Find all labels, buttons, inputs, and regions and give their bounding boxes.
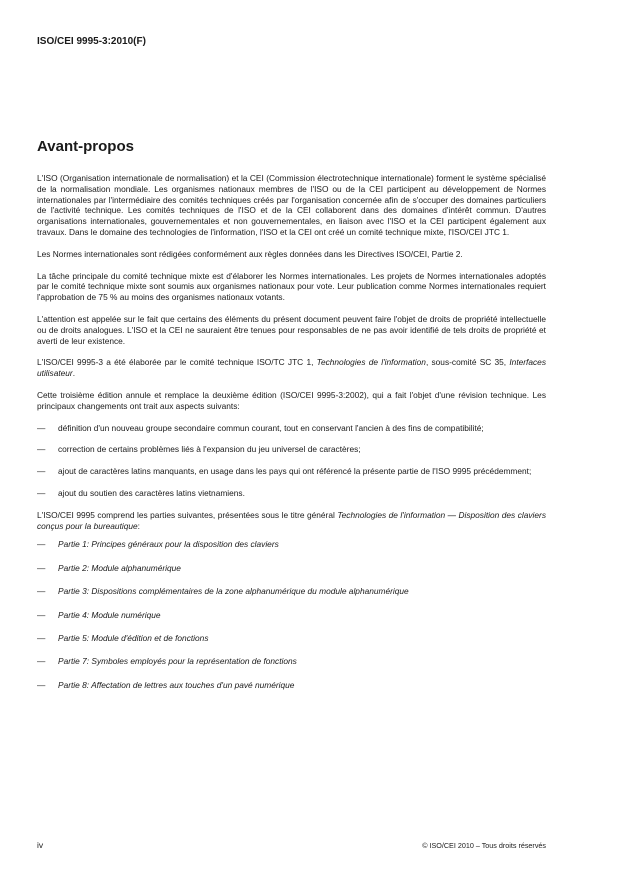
part-title: Partie 7: Symboles employés pour la représentation de fonctions: [58, 656, 297, 667]
dash-bullet: —: [37, 656, 46, 667]
dash-bullet: —: [37, 539, 46, 550]
text: .: [72, 368, 76, 379]
list-item: [37, 539, 546, 550]
list-item: [37, 656, 546, 667]
text: :: [137, 520, 140, 531]
list-item: [37, 488, 546, 499]
dash-bullet: —: [37, 632, 46, 643]
text: L'ISO/CEI 9995-3 a été élaborée par le comité technique ISO/TC JTC 1,: [37, 357, 317, 368]
list-item-text: correction de certains problèmes liés à l'expansion du jeu universel de caractères;: [58, 444, 361, 455]
paragraph-prepared-by: [37, 357, 546, 379]
text: , sous-comité SC 35,: [425, 357, 510, 368]
list-item: [37, 633, 546, 644]
list-item: [37, 563, 546, 574]
dash-bullet: —: [37, 466, 46, 477]
page-number: iv: [37, 840, 44, 850]
dash-bullet: —: [37, 487, 46, 498]
part-title: Partie 8: Affectation de lettres aux touches d'un pavé numérique: [58, 679, 295, 690]
list-item-text: ajout du soutien des caractères latins vietnamiens.: [58, 487, 245, 498]
part-title: Partie 1: Principes généraux pour la disposition des claviers: [58, 539, 279, 550]
list-item: [37, 610, 546, 621]
list-item: [37, 680, 546, 691]
document-id-header: ISO/CEI 9995-3:2010(F): [37, 36, 146, 47]
paragraph-edition: Cette troisième édition annule et remplace la deuxième édition (ISO/CEI 9995-3:2002), qui a fait l'objet d'une révision technique. Les principaux changements ont trait aux aspects suivants:: [37, 389, 546, 411]
text: L'ISO/CEI 9995 comprend les parties suivantes, présentées sous le titre général: [37, 509, 338, 520]
dash-bullet: —: [37, 586, 46, 597]
paragraph-patent-rights: L'attention est appelée sur le fait que certains des éléments du présent document peuvent faire l'objet de droits de propriété intellectuelle ou de droits analogues. L'ISO et la CEI ne sauraient être tenues pour responsables de ne pas avoir identifié de tels droits de propriété et averti de leur existence.: [37, 313, 546, 346]
paragraph-directives: Les Normes internationales sont rédigées conformément aux règles données dans les Directives ISO/CEI, Partie 2.: [37, 248, 463, 259]
part-title: Partie 3: Dispositions complémentaires de la zone alphanumérique du module alphanumérique: [58, 586, 409, 597]
list-item-text: ajout de caractères latins manquants, en usage dans les pays qui ont référencé la présente partie de l'ISO 9995 précédemment;: [58, 466, 532, 477]
dash-bullet: —: [37, 422, 46, 433]
changes-list: [37, 423, 546, 499]
part-title: Partie 2: Module alphanumérique: [58, 562, 181, 573]
parts-list: [37, 539, 546, 690]
paragraph-parts-intro: [37, 510, 546, 532]
dash-bullet: —: [37, 679, 46, 690]
list-item: [37, 423, 546, 434]
part-title: Partie 5: Module d'édition et de fonctions: [58, 632, 209, 643]
paragraph-iso-cei-intro: L'ISO (Organisation internationale de normalisation) et la CEI (Commission électrotechnique internationale) forment le système spécialisé de la normalisation mondiale. Les organismes nationaux membres de l'ISO ou de la CEI participent au développement de Normes internationales par l'intermédiaire des comités techniques créés par l'organisation concernée afin de s'occuper des domaines particuliers de l'activité technique. Les comités techniques de l'ISO et de la CEI collaborent dans des domaines d'intérêt commun. D'autres organisations internationales, gouvernementales et non gouvernementales, en liaison avec l'ISO et la CEI participent également aux travaux. Dans le domaine des technologies de l'information, l'ISO et la CEI ont créé un comité technique mixte, l'ISO/CEI JTC 1.: [37, 173, 546, 237]
copyright-notice: © ISO/CEI 2010 – Tous droits réservés: [422, 841, 546, 850]
committee-title: Technologies de l'information: [316, 357, 426, 368]
page-title: Avant-propos: [37, 138, 134, 155]
paragraph-main-task: La tâche principale du comité technique mixte est d'élaborer les Normes internationales. Les projets de Normes internationales adoptés par le comité technique mixte sont soumis aux organismes nationaux pour vote. Leur publication comme Normes internationales requiert l'approbation de 75 % au moins des organismes nationaux votants.: [37, 270, 546, 303]
dash-bullet: —: [37, 562, 46, 573]
dash-bullet: —: [37, 609, 46, 620]
list-item: [37, 444, 546, 455]
list-item: [37, 466, 546, 477]
general-title: Technologies de l'information — Disposition des claviers conçus pour la bureautique: [37, 509, 547, 531]
dash-bullet: —: [37, 444, 46, 455]
part-title: Partie 4: Module numérique: [58, 609, 161, 620]
list-item-text: définition d'un nouveau groupe secondaire commun courant, tout en conservant l'ancien à des fins de compatibilité;: [58, 422, 484, 433]
list-item: [37, 586, 546, 597]
document-body: [37, 173, 546, 703]
subcommittee-title: Interfaces utilisateur: [37, 357, 546, 379]
